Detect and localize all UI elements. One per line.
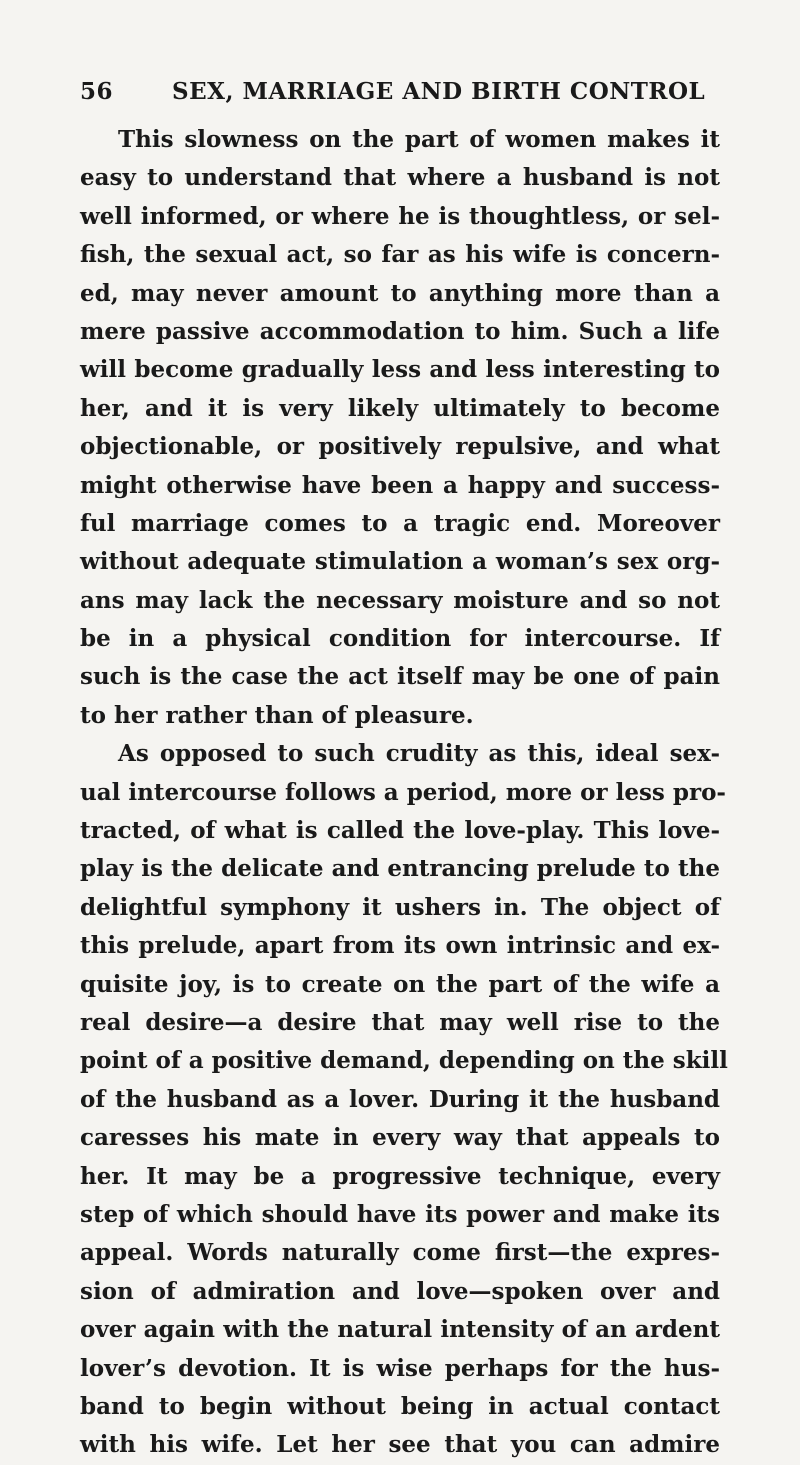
text-line: point of a positive demand, depending on the skill [80,1047,728,1075]
text-line: her. It may be a progressive technique, every [80,1162,720,1190]
text-line: might otherwise have been a happy and success- [80,471,720,499]
text-line: her, and it is very likely ultimately to become [80,394,720,422]
text-line: quisite joy, is to create on the part of the wife a [80,970,720,998]
text-line: sion of admiration and love—spoken over and [80,1277,720,1305]
page-number: 56 [80,78,114,105]
text-line: mere passive accommodation to him. Such a life [80,317,720,345]
body-text [80,121,728,1465]
text-line: will become gradually less and less interesting to [80,356,720,384]
text-line: be in a physical condition for intercourse. If [80,625,720,653]
text-line: to her rather than of pleasure. [80,701,474,729]
text-line: ed, may never amount to anything more than a [80,279,720,307]
text-line: lover’s devotion. It is wise perhaps for the hus- [80,1354,720,1382]
text-line: tracted, of what is called the love-play. This love- [80,817,720,845]
text-line: easy to understand that where a husband is not [80,164,720,192]
text-line: fish, the sexual act, so far as his wife is concern- [80,241,720,269]
text-line: of the husband as a lover. During it the husband [80,1085,720,1113]
text-line: ans may lack the necessary moisture and so not [80,586,720,614]
text-line: band to begin without being in actual contact [80,1392,720,1420]
text-line: this prelude, apart from its own intrinsic and ex- [80,932,720,960]
text-line: such is the case the act itself may be one of pain [80,663,720,691]
text-line: objectionable, or positively repulsive, and what [80,433,720,461]
text-line: over again with the natural intensity of an ardent [80,1316,720,1344]
text-line: with his wife. Let her see that you can admire [80,1431,720,1459]
text-line: ual intercourse follows a period, more or less pro- [80,778,726,806]
running-head [80,78,720,118]
text-line: ful marriage comes to a tragic end. Moreover [80,509,720,537]
text-line: play is the delicate and entrancing prelude to the [80,855,720,883]
text-line: appeal. Words naturally come first—the expres- [80,1239,720,1267]
text-line: caresses his mate in every way that appeals to [80,1124,720,1152]
text-line: step of which should have its power and make its [80,1200,720,1228]
text-line: without adequate stimulation a woman’s sex org- [80,548,720,576]
text-line: delightful symphony it ushers in. The object of [80,893,720,921]
text-line: This slowness on the part of women makes it [118,126,720,153]
text-line: well informed, or where he is thoughtless, or sel- [80,202,720,230]
text-line: As opposed to such crudity as this, ideal sex- [118,740,720,768]
text-line: real desire—a desire that may well rise to the [80,1008,720,1036]
running-title: SEX, MARRIAGE AND BIRTH CONTROL [172,78,706,105]
